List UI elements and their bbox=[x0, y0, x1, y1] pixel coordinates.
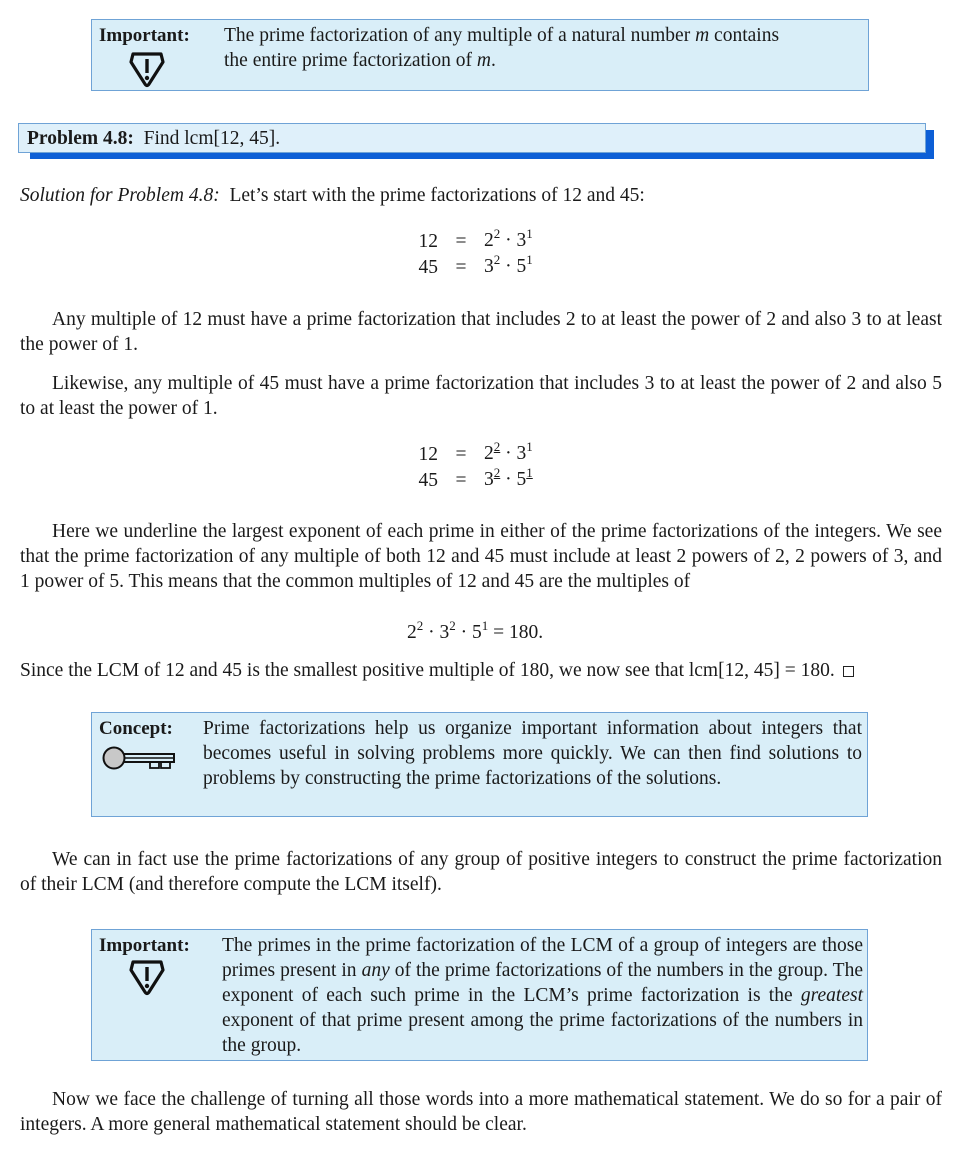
text-segment: The prime factorization of any multiple of a natural number bbox=[224, 25, 696, 46]
equation-row bbox=[398, 441, 533, 467]
important-text-2 bbox=[222, 933, 863, 1058]
paragraph-lcm-construction: We can in fact use the prime factorizations of any group of positive integers to construct the prime factorization of their LCM (and therefore compute the LCM itself). bbox=[20, 849, 942, 895]
equation-lhs: 45 bbox=[418, 256, 438, 278]
paragraph-conclusion bbox=[20, 658, 960, 683]
text-segment: of the prime factorizations of the numbers in the group. The exponent of each such prime in the LCM’s prime factorization is the bbox=[222, 960, 863, 1006]
warning-shield-icon bbox=[128, 958, 166, 996]
warning-shield-icon bbox=[128, 50, 166, 88]
solution-intro bbox=[20, 183, 942, 208]
paragraph-mathematical-statement: Now we face the challenge of turning all those words into a more mathematical statement. We do so for a pair of integers. A more general mathematical statement should be clear. bbox=[20, 1089, 942, 1135]
equation-rhs: $2^2 \cdot 3^1$ bbox=[484, 439, 533, 464]
concept-text: Prime factorizations help us organize important information about integers that becomes useful in solving problems more quickly. We can then find solutions to problems by constructing the prime factorizations of the solutions. bbox=[203, 718, 862, 789]
equation-rhs: $3^2 \cdot 5^1$ bbox=[484, 252, 533, 277]
concept-label: Concept: bbox=[99, 718, 173, 739]
factorization-equations-2 bbox=[398, 441, 533, 493]
paragraph-multiple-12: Any multiple of 12 must have a prime factorization that includes 2 to at least the power of 2 and also 3 to at least the power of 1. bbox=[20, 309, 942, 355]
equation-row bbox=[398, 467, 533, 493]
problem-label: Problem 4.8: bbox=[27, 128, 134, 149]
text-segment: exponent of that prime present among the prime factorizations of the numbers in the group. bbox=[222, 1010, 863, 1056]
equation-row bbox=[398, 254, 533, 280]
text-segment: The primes in the prime factorization of the LCM of a group of integers are those primes present in bbox=[222, 935, 863, 981]
important-callout-2 bbox=[91, 929, 868, 1061]
problem-box bbox=[18, 123, 926, 153]
important-text-1 bbox=[224, 23, 864, 73]
equals-sign: = bbox=[455, 469, 467, 491]
paragraph-multiple-45: Likewise, any multiple of 45 must have a prime factorization that includes 3 to at least the power of 2 and also 5 to at least the power of 1. bbox=[20, 373, 942, 419]
equation-lhs: 45 bbox=[418, 469, 438, 491]
equals-sign: = bbox=[455, 230, 467, 252]
text-segment: . bbox=[490, 50, 496, 71]
equation-row bbox=[398, 228, 533, 254]
problem-text: Find lcm[12, 45]. bbox=[143, 128, 281, 149]
underlined-exponent: 2 bbox=[493, 465, 501, 480]
equation-rhs: $2^2 \cdot 3^1$ bbox=[484, 226, 533, 251]
underlined-exponent: 1 bbox=[526, 465, 533, 480]
factorization-equations-1 bbox=[398, 228, 533, 280]
variable-m: m bbox=[695, 25, 710, 46]
product-equation: $2^2 \cdot 3^2 \cdot 5^1 = 180$. bbox=[407, 618, 544, 643]
important-label: Important: bbox=[99, 935, 190, 956]
important-callout-1 bbox=[91, 19, 869, 91]
equation-rhs: $3^2 \cdot 5^1$ bbox=[484, 465, 533, 490]
equation-lhs: 12 bbox=[418, 230, 438, 252]
qed-square-icon bbox=[843, 666, 854, 677]
conclusion-text: Since the LCM of 12 and 45 is the smallest positive multiple of 180, we now see that lcm[12, 45] = 180. bbox=[20, 660, 835, 681]
equals-sign: = bbox=[455, 443, 467, 465]
variable-m: m bbox=[476, 50, 491, 71]
equation-lhs: 12 bbox=[418, 443, 438, 465]
underlined-exponent: 2 bbox=[493, 439, 501, 454]
text-segment: contains bbox=[709, 25, 780, 46]
key-icon bbox=[102, 746, 178, 770]
emphasis-any: any bbox=[361, 960, 390, 981]
solution-label: Solution for Problem 4.8: bbox=[20, 185, 220, 206]
equals-sign: = bbox=[455, 256, 467, 278]
text-segment: the entire prime factorization of bbox=[224, 50, 477, 71]
solution-intro-text: Let’s start with the prime factorizations of 12 and 45: bbox=[229, 185, 645, 206]
paragraph-underline-explanation: Here we underline the largest exponent of each prime in either of the prime factorizations of the integers. We see that the prime factorization of any multiple of both 12 and 45 must include at least 2 powers of 2, 2 powers of 3, and 1 power of 5. This means that the common multiples of 12 and 45 are the multiples of bbox=[20, 521, 942, 592]
concept-callout bbox=[91, 712, 868, 817]
important-label: Important: bbox=[99, 25, 190, 46]
emphasis-greatest: greatest bbox=[800, 985, 863, 1006]
